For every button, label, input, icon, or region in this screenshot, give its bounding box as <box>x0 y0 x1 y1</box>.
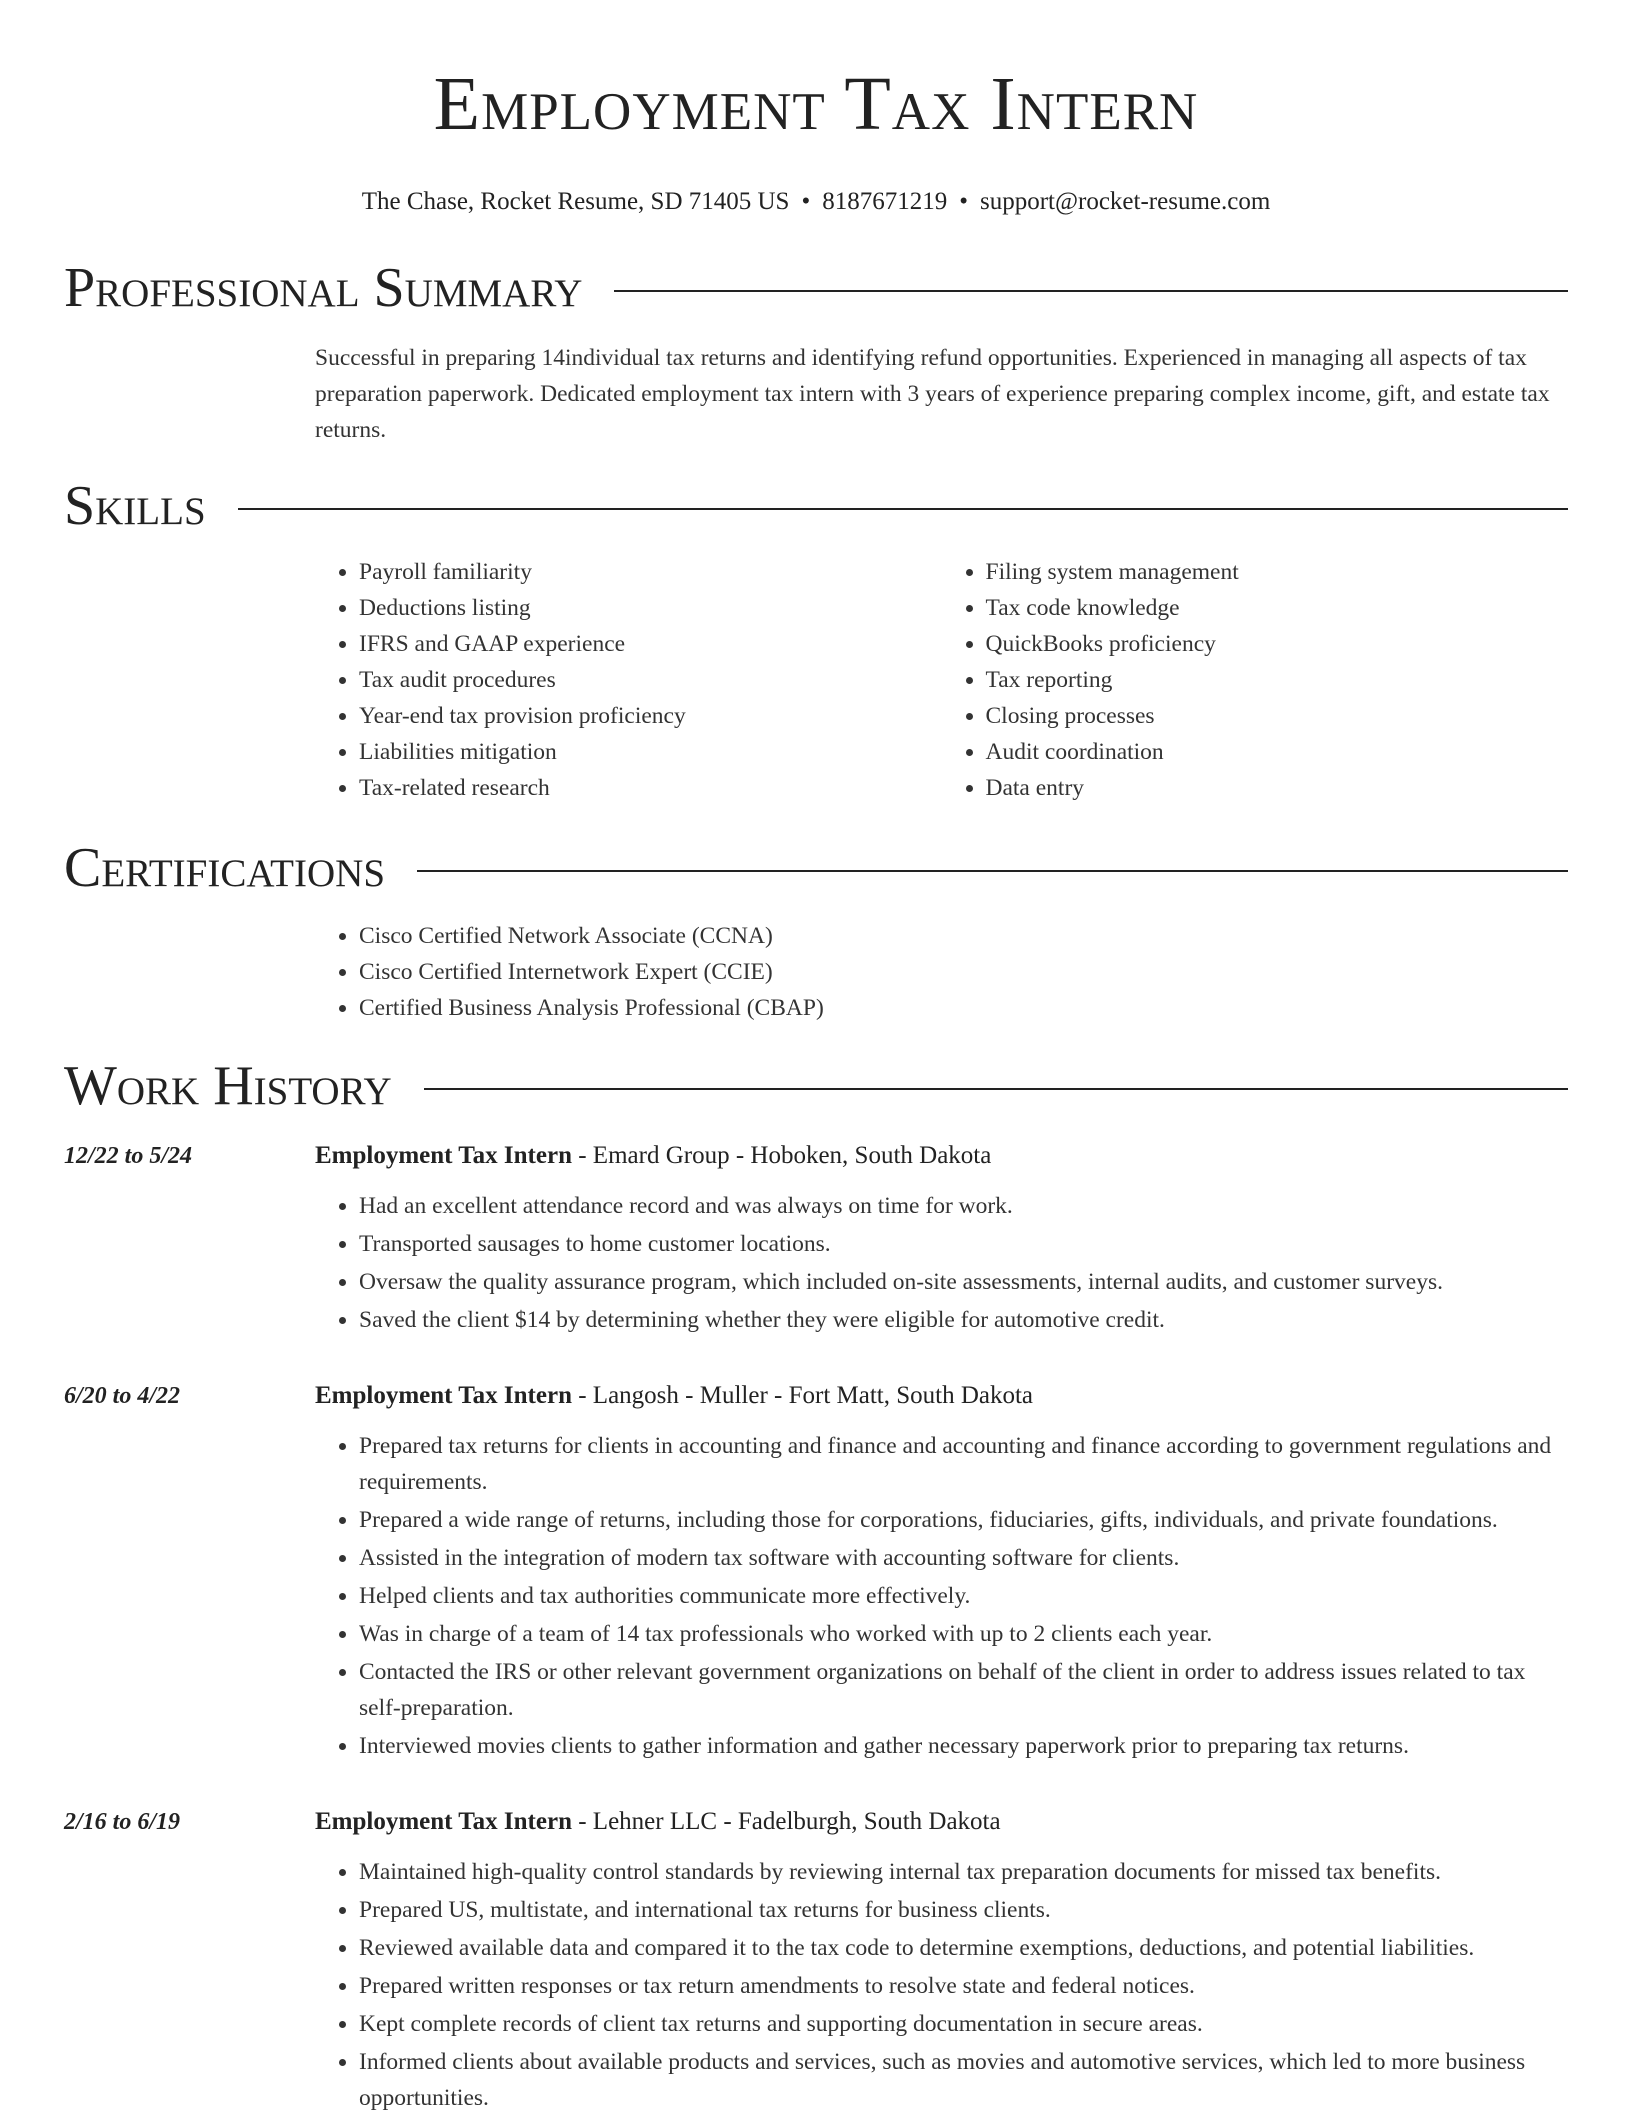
contact-phone: 8187671219 <box>822 188 948 215</box>
job-title-line <box>315 1804 1568 1840</box>
skills-list-left <box>315 554 942 806</box>
job-title: Employment Tax Intern <box>315 1142 572 1169</box>
job-bullets <box>315 1188 1568 1338</box>
job-bullets <box>315 1428 1568 1764</box>
skills-list-right <box>942 554 1569 806</box>
job-dates: 2/16 to 6/19 <box>64 1809 181 1835</box>
section-divider <box>238 508 1568 510</box>
list-item: • Prepared a wide range of returns, including those for corporations, fiduciaries, gifts, individuals, and private foundations. <box>359 1502 1568 1538</box>
job-title-line <box>315 1378 1568 1414</box>
candidate-name: Employment Tax Intern <box>433 62 1199 146</box>
certifications-block <box>315 918 1568 1026</box>
list-item: • Tax-related research <box>359 770 942 806</box>
job-details <box>315 1378 1568 1766</box>
contact-separator: • <box>801 188 811 215</box>
list-item: • Interviewed movies clients to gather information and gather necessary paperwork prior to preparing tax returns. <box>359 1728 1568 1764</box>
list-item: • Assisted in the integration of modern tax software with accounting software for clients. <box>359 1540 1568 1576</box>
job-title-line <box>315 1138 1568 1174</box>
section-divider <box>417 870 1568 872</box>
list-item: • Liabilities mitigation <box>359 734 942 770</box>
job-company: - Lehner LLC - Fadelburgh, South Dakota <box>571 1808 1001 1835</box>
contact-email: support@rocket-resume.com <box>979 188 1271 215</box>
job-details <box>315 1804 1568 2118</box>
list-item: • Year-end tax provision proficiency <box>359 698 942 734</box>
list-item: • Certified Business Analysis Professional (CBAP) <box>359 990 1568 1026</box>
list-item: • Maintained high-quality control standards by reviewing internal tax preparation documents for missed tax benefits. <box>359 1854 1568 1890</box>
list-item: • QuickBooks proficiency <box>986 626 1569 662</box>
job-company: - Emard Group - Hoboken, South Dakota <box>571 1142 992 1169</box>
job-dates: 12/22 to 5/24 <box>64 1143 193 1169</box>
list-item: • Data entry <box>986 770 1569 806</box>
list-item: • Payroll familiarity <box>359 554 942 590</box>
job-title: Employment Tax Intern <box>315 1382 572 1409</box>
list-item: • Prepared tax returns for clients in accounting and finance and accounting and finance according to government regulations and requirements. <box>359 1428 1568 1500</box>
job-dates: 6/20 to 4/22 <box>64 1383 181 1409</box>
certifications-section-header <box>64 836 1568 900</box>
list-item: • Helped clients and tax authorities communicate more effectively. <box>359 1578 1568 1614</box>
section-divider <box>424 1088 1568 1090</box>
list-item: • Was in charge of a team of 14 tax professionals who worked with up to 2 clients each year. <box>359 1616 1568 1652</box>
list-item: • Tax code knowledge <box>986 590 1569 626</box>
job-entry <box>64 1804 1568 2118</box>
list-item: • Tax audit procedures <box>359 662 942 698</box>
certifications-heading: Certifications <box>64 837 386 899</box>
contact-separator: • <box>959 188 968 215</box>
list-item: • Closing processes <box>986 698 1569 734</box>
list-item: • Tax reporting <box>986 662 1569 698</box>
list-item: • Audit coordination <box>986 734 1569 770</box>
work-heading: Work History <box>64 1055 392 1117</box>
work-section-header <box>64 1054 1568 1118</box>
job-entry <box>64 1378 1568 1766</box>
skills-heading: Skills <box>64 475 206 537</box>
list-item: • Kept complete records of client tax returns and supporting documentation in secure areas. <box>359 2006 1568 2042</box>
list-item: • Prepared US, multistate, and international tax returns for business clients. <box>359 1892 1568 1928</box>
list-item: • Reviewed available data and compared it to the tax code to determine exemptions, deductions, and potential liabilities. <box>359 1930 1568 1966</box>
job-bullets <box>315 1854 1568 2116</box>
job-company: - Langosh - Muller - Fort Matt, South Dakota <box>571 1382 1034 1409</box>
summary-heading: Professional Summary <box>64 257 583 319</box>
list-item: • Cisco Certified Network Associate (CCNA) <box>359 918 1568 954</box>
job-entry <box>64 1138 1568 1340</box>
skills-columns <box>315 554 1568 806</box>
work-history-list <box>64 1138 1568 2118</box>
list-item: • Informed clients about available products and services, such as movies and automotive services, which led to more business opportunities. <box>359 2044 1568 2116</box>
list-item: • Contacted the IRS or other relevant government organizations on behalf of the client in order to address issues related to tax self-preparation. <box>359 1654 1568 1726</box>
skills-section-header <box>64 474 1568 538</box>
certifications-list <box>315 918 1568 1026</box>
list-item: • IFRS and GAAP experience <box>359 626 942 662</box>
summary-text: Successful in preparing 14individual tax returns and identifying refund opportunities. Experienced in managing all aspects of tax preparation paperwork. Dedicated employment tax intern with 3 years of experience preparing complex income, gift, and estate tax returns. <box>315 345 1550 443</box>
list-item: • Saved the client $14 by determining whether they were eligible for automotive credit. <box>359 1302 1568 1338</box>
job-details <box>315 1138 1568 1340</box>
list-item: • Had an excellent attendance record and was always on time for work. <box>359 1188 1568 1224</box>
contact-address: The Chase, Rocket Resume, SD 71405 US <box>361 188 790 215</box>
list-item: • Cisco Certified Internetwork Expert (CCIE) <box>359 954 1568 990</box>
contact-line <box>64 186 1568 218</box>
job-title: Employment Tax Intern <box>315 1808 572 1835</box>
list-item: • Transported sausages to home customer locations. <box>359 1226 1568 1262</box>
list-item: • Filing system management <box>986 554 1569 590</box>
list-item: • Prepared written responses or tax return amendments to resolve state and federal notices. <box>359 1968 1568 2004</box>
summary-section-header <box>64 256 1568 320</box>
section-divider <box>614 290 1568 292</box>
list-item: • Oversaw the quality assurance program, which included on-site assessments, internal audits, and customer surveys. <box>359 1264 1568 1300</box>
list-item: • Deductions listing <box>359 590 942 626</box>
